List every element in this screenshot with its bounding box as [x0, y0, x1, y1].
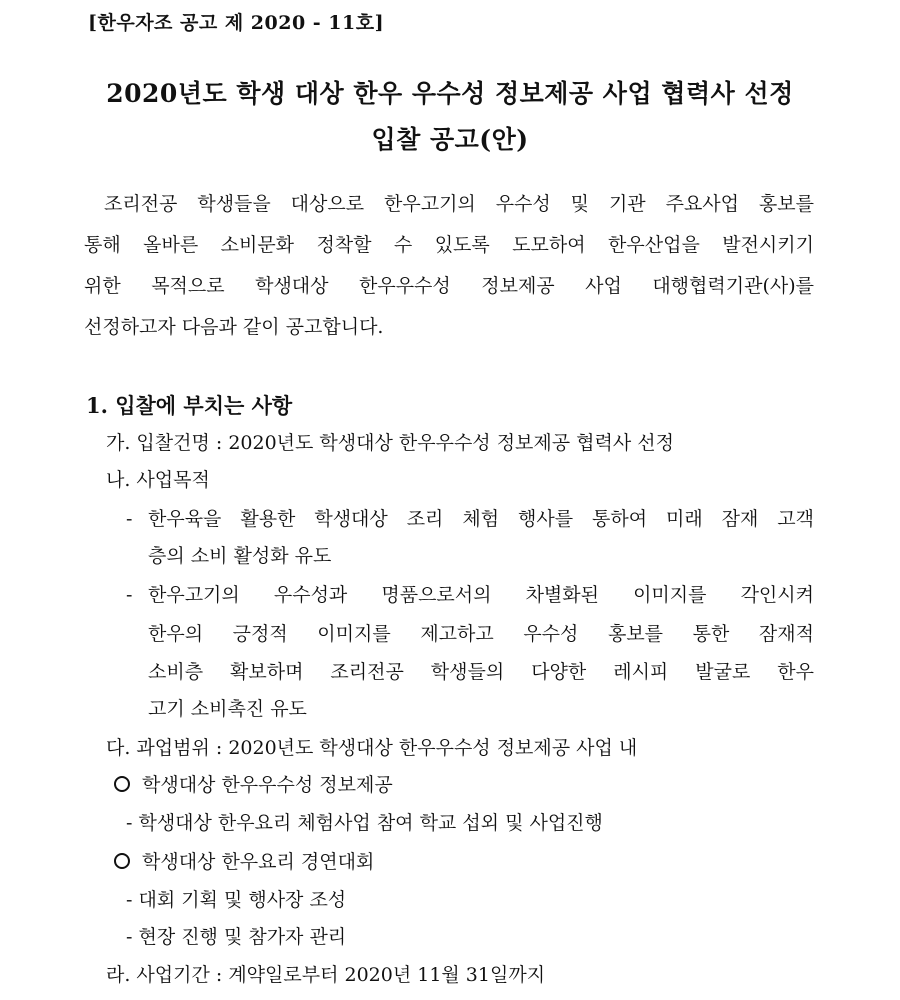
purpose-bullet-line: 소비층 확보하며 조리전공 학생들의 다양한 레시피 발굴로 한우 — [148, 661, 814, 683]
circle-bullet-icon — [114, 853, 130, 869]
intro-line: 통해 올바른 소비문화 정착할 수 있도록 도모하여 한우산업을 발전시키기 — [84, 234, 814, 256]
document-title-line1: 2020년도 학생 대상 한우 우수성 정보제공 사업 협력사 선정 — [106, 79, 794, 108]
purpose-bullet-marker — [126, 580, 132, 610]
purpose-bullet-line: 한우의 긍정적 이미지를 제고하고 우수성 홍보를 통한 잠재적 — [148, 623, 814, 645]
scope-title — [114, 847, 374, 877]
intro-paragraph — [84, 184, 814, 348]
notice-number: [한우자조 공고 제 2020 - 11호] — [88, 12, 385, 34]
item-project-name: 가. 입찰건명 : 2020년도 학생대상 한우우수성 정보제공 협력사 선정 — [106, 432, 674, 454]
intro-line: 위한 목적으로 학생대상 한우우수성 정보제공 사업 대행협력기관(사)를 — [84, 275, 814, 297]
scope-title-text: 학생대상 한우우수성 정보제공 — [142, 774, 393, 796]
intro-line: 조리전공 학생들을 대상으로 한우고기의 우수성 및 기관 주요사업 홍보를 — [104, 193, 814, 215]
scope-sub-item: - 학생대상 한우요리 체험사업 참여 학교 섭외 및 사업진행 — [126, 812, 603, 834]
intro-line: 선정하고자 다음과 같이 공고합니다. — [84, 316, 384, 338]
circle-bullet-icon — [114, 776, 130, 792]
scope-title — [114, 770, 393, 800]
section-heading-bidding: 1. 입찰에 부치는 사항 — [86, 393, 293, 418]
scope-title-text: 학생대상 한우요리 경연대회 — [142, 851, 375, 873]
scope-sub-item: - 대회 기획 및 행사장 조성 — [126, 889, 347, 911]
purpose-bullet-line: 한우고기의 우수성과 명품으로서의 차별화된 이미지를 각인시켜 — [148, 584, 814, 606]
scope-sub-item: - 현장 진행 및 참가자 관리 — [126, 926, 347, 948]
purpose-bullet-marker — [126, 504, 132, 534]
item-task-scope: 다. 과업범위 : 2020년도 학생대상 한우우수성 정보제공 사업 내 — [106, 737, 638, 759]
document-title-line2: 입찰 공고(안) — [371, 125, 529, 154]
purpose-bullet-line: 층의 소비 활성화 유도 — [148, 545, 332, 567]
purpose-bullet-line: 한우육을 활용한 학생대상 조리 체험 행사를 통하여 미래 잠재 고객 — [148, 508, 814, 530]
item-project-period: 라. 사업기간 : 계약일로부터 2020년 11월 31일까지 — [106, 964, 546, 986]
item-project-purpose: 나. 사업목적 — [106, 469, 210, 491]
purpose-bullet-line: 고기 소비촉진 유도 — [148, 698, 307, 720]
dash-marker: - — [126, 508, 133, 530]
dash-marker: - — [126, 584, 133, 606]
